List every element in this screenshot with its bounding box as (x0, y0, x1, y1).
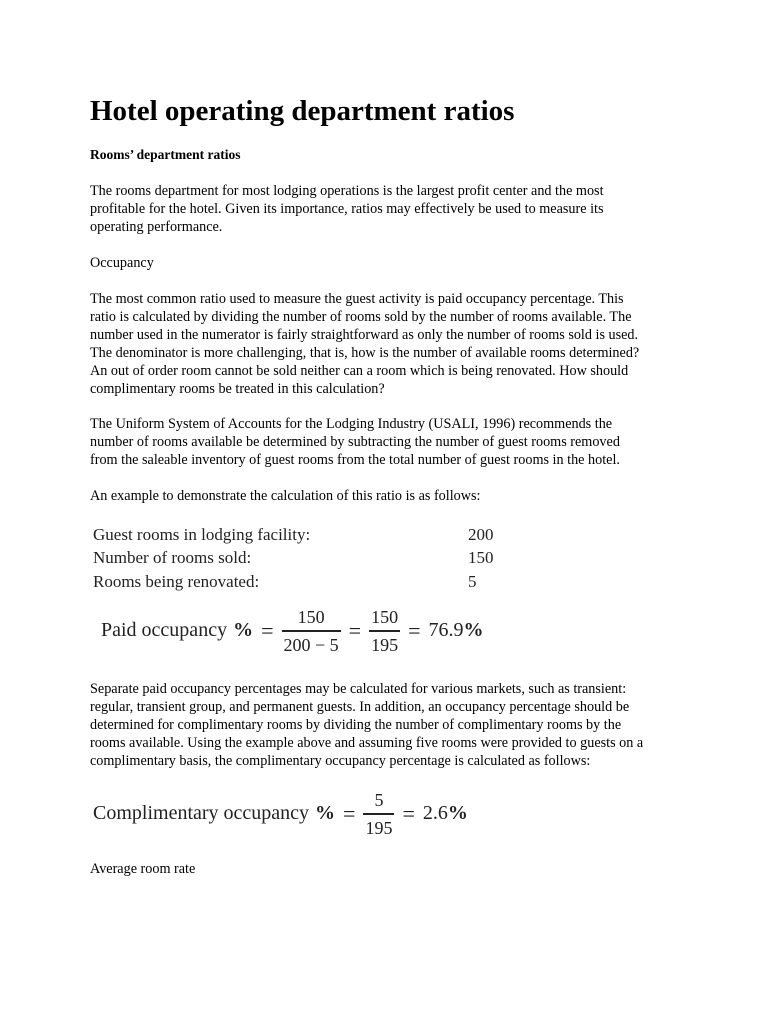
fraction-numerator: 150 (297, 607, 325, 627)
usali-paragraph (90, 415, 690, 469)
fraction (363, 789, 394, 839)
paragraph-line: The Uniform System of Accounts for the Lodging Industry (USALI, 1996) recommends the (90, 416, 613, 432)
average-room-rate-heading: Average room rate (90, 861, 196, 877)
example-label-rooms-sold: Number of rooms sold: (93, 548, 252, 567)
paragraph-line: rooms available. Using the example above and assuming five rooms were provided to guests on a (90, 735, 644, 751)
paid-occupancy-formula (101, 606, 484, 656)
equals-sign: = (261, 617, 274, 643)
example-label-guest-rooms: Guest rooms in lodging facility: (93, 525, 311, 544)
paragraph-line: ratio is calculated by dividing the number of rooms sold by the number of rooms available. The (90, 309, 632, 325)
fraction-numerator: 150 (371, 607, 399, 627)
percent-sign: % (233, 619, 254, 642)
example-value-renovated: 5 (468, 572, 477, 591)
equals-sign: = (408, 617, 421, 643)
result-value: 2.6 (422, 802, 448, 825)
equals-sign: = (402, 800, 415, 826)
paragraph-line: regular, transient group, and permanent guests. In addition, an occupancy percentage should be (90, 699, 630, 715)
example-value-guest-rooms: 200 (468, 525, 494, 544)
section-heading-rooms-department: Rooms’ department ratios (90, 147, 241, 162)
paragraph-line: Separate paid occupancy percentages may be calculated for various markets, such as transient: (90, 681, 627, 697)
fraction-denominator: 195 (371, 634, 399, 655)
paragraph-line: number of rooms available be determined by subtracting the number of guest rooms removed (90, 434, 620, 450)
fraction-denominator: 200 − 5 (283, 634, 339, 655)
paragraph-line: The rooms department for most lodging operations is the largest profit center and the most (90, 183, 604, 199)
equals-sign: = (348, 617, 362, 643)
percent-sign: % (463, 619, 484, 642)
paragraph-line: profitable for the hotel. Given its importance, ratios may effectively be used to measure its (90, 201, 604, 217)
paragraph-line: determined for complimentary rooms by dividing the number of complimentary rooms by the (90, 717, 622, 733)
occupancy-heading: Occupancy (90, 255, 154, 271)
intro-paragraph (90, 182, 690, 236)
percent-sign: % (315, 802, 336, 825)
paragraph-line: complimentary rooms be treated in this calculation? (90, 381, 385, 397)
fraction (282, 606, 341, 656)
occupancy-paragraph (90, 290, 690, 398)
paragraph-line: complimentary basis, the complimentary occupancy percentage is calculated as follows: (90, 753, 591, 769)
example-intro: An example to demonstrate the calculation of this ratio is as follows: (90, 488, 481, 504)
paragraph-line: operating performance. (90, 219, 223, 235)
percent-sign: % (447, 802, 468, 825)
result-value: 76.9 (428, 619, 464, 642)
example-label-renovated: Rooms being renovated: (93, 572, 260, 591)
formula-result (423, 802, 468, 825)
example-value-rooms-sold: 150 (468, 548, 494, 567)
fraction-denominator: 195 (365, 817, 393, 838)
complimentary-occupancy-formula (93, 789, 468, 839)
equals-sign: = (343, 800, 356, 826)
paragraph-line: from the saleable inventory of guest rooms from the total number of guest rooms in the hotel. (90, 452, 620, 468)
fraction (369, 606, 400, 656)
formula-lhs: Paid occupancy (101, 619, 228, 642)
fraction-numerator: 5 (374, 790, 384, 810)
formula-lhs: Complimentary occupancy (93, 802, 310, 825)
paragraph-line: An out of order room cannot be sold neither can a room which is being renovated. How should (90, 363, 629, 379)
paragraph-line: number used in the numerator is fairly straightforward as only the number of rooms sold is used. (90, 327, 639, 343)
formula-result (429, 619, 484, 642)
paragraph-line: The most common ratio used to measure the guest activity is paid occupancy percentage. This (90, 291, 624, 307)
separate-occupancy-paragraph (90, 680, 690, 770)
paragraph-line: The denominator is more challenging, that is, how is the number of available rooms determined? (90, 345, 640, 361)
page-title: Hotel operating department ratios (90, 95, 515, 127)
